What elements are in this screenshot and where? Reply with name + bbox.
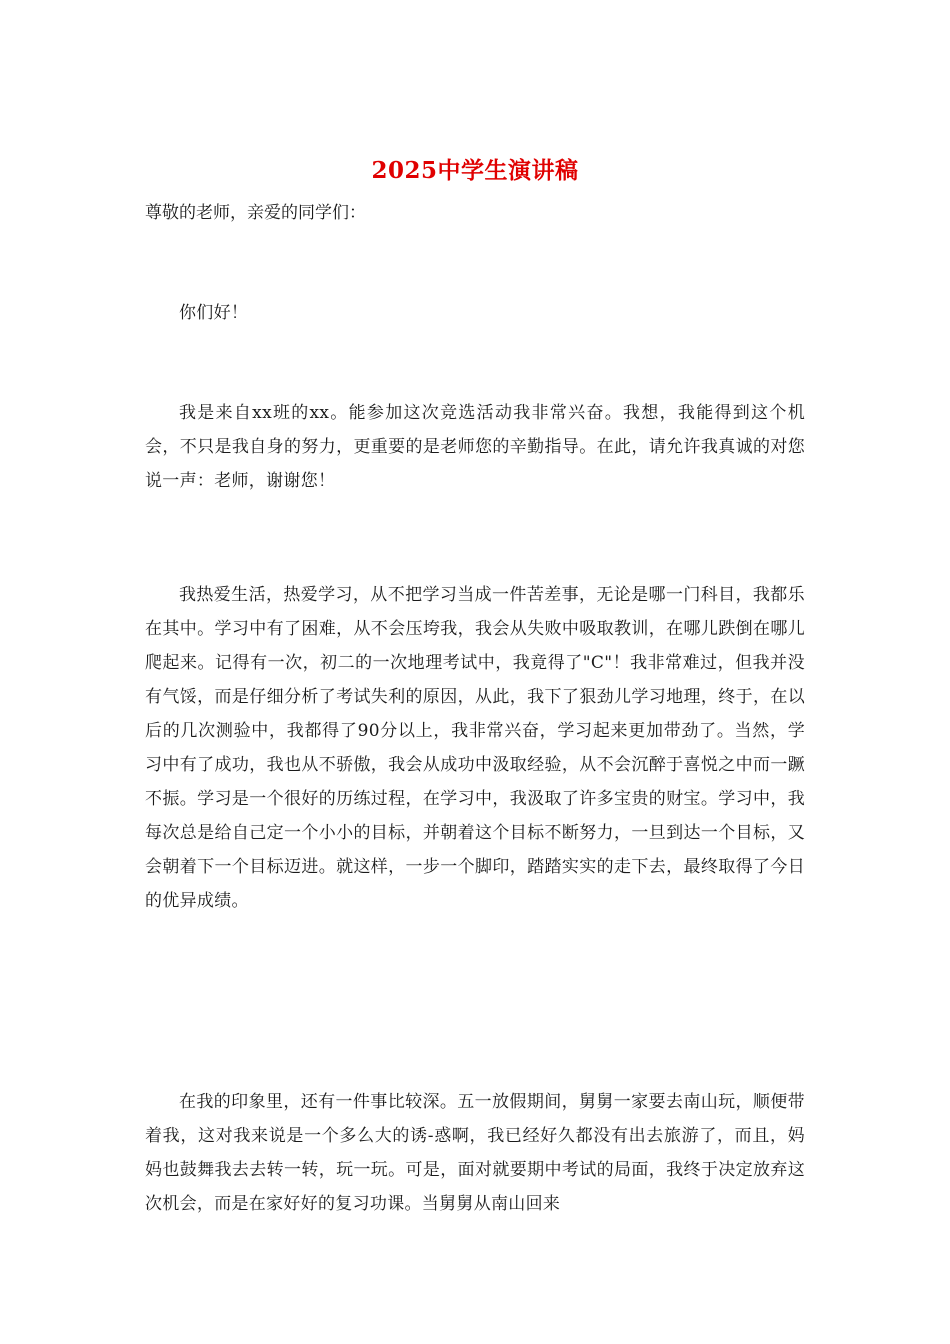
paragraph-memory: 在我的印象里，还有一件事比较深。五一放假期间，舅舅一家要去南山玩，顺便带着我，这对我来说是一个多么大的诱-惑啊，我已经好久都没有出去旅游了，而且，妈妈也鼓舞我去去转一转，玩一玩。可是，面对就要期中考试的局面，我终于决定放弃这次机会，而是在家好好的复习功课。当舅舅从南山回来 [145, 1092, 805, 1214]
paragraph-introduction: 我是来自xx班的xx。能参加这次竞选活动我非常兴奋。我想，我能得到这个机会，不只是我自身的努力，更重要的是老师您的辛勤指导。在此，请允许我真诚的对您说一声：老师，谢谢您！ [145, 403, 805, 491]
salutation: 尊敬的老师，亲爱的同学们： [145, 203, 366, 223]
paragraph-study: 我热爱生活，热爱学习，从不把学习当成一件苦差事，无论是哪一门科目，我都乐在其中。学习中有了困难，从不会压垮我，我会从失败中吸取教训，在哪儿跌倒在哪儿爬起来。记得有一次，初二的一次地理考试中，我竟得了"C"！我非常难过，但我并没有气馁，而是仔细分析了考试失利的原因，从此，我下了狠劲儿学习地理，终于，在以后的几次测验中，我都得了90分以上，我非常兴奋，学习起来更加带劲了。当然，学习中有了成功，我也从不骄傲，我会从成功中汲取经验，从不会沉醉于喜悦之中而一蹶不振。学习是一个很好的历练过程，在学习中，我汲取了许多宝贵的财宝。学习中，我每次总是给自己定一个小小的目标，并朝着这个目标不断努力，一旦到达一个目标，又会朝着下一个目标迈进。就这样，一步一个脚印，踏踏实实的走下去，最终取得了今日的优异成绩。 [145, 585, 805, 911]
paragraph-greeting: 你们好！ [179, 303, 249, 323]
document-title: 2025中学生演讲稿 [371, 157, 579, 184]
